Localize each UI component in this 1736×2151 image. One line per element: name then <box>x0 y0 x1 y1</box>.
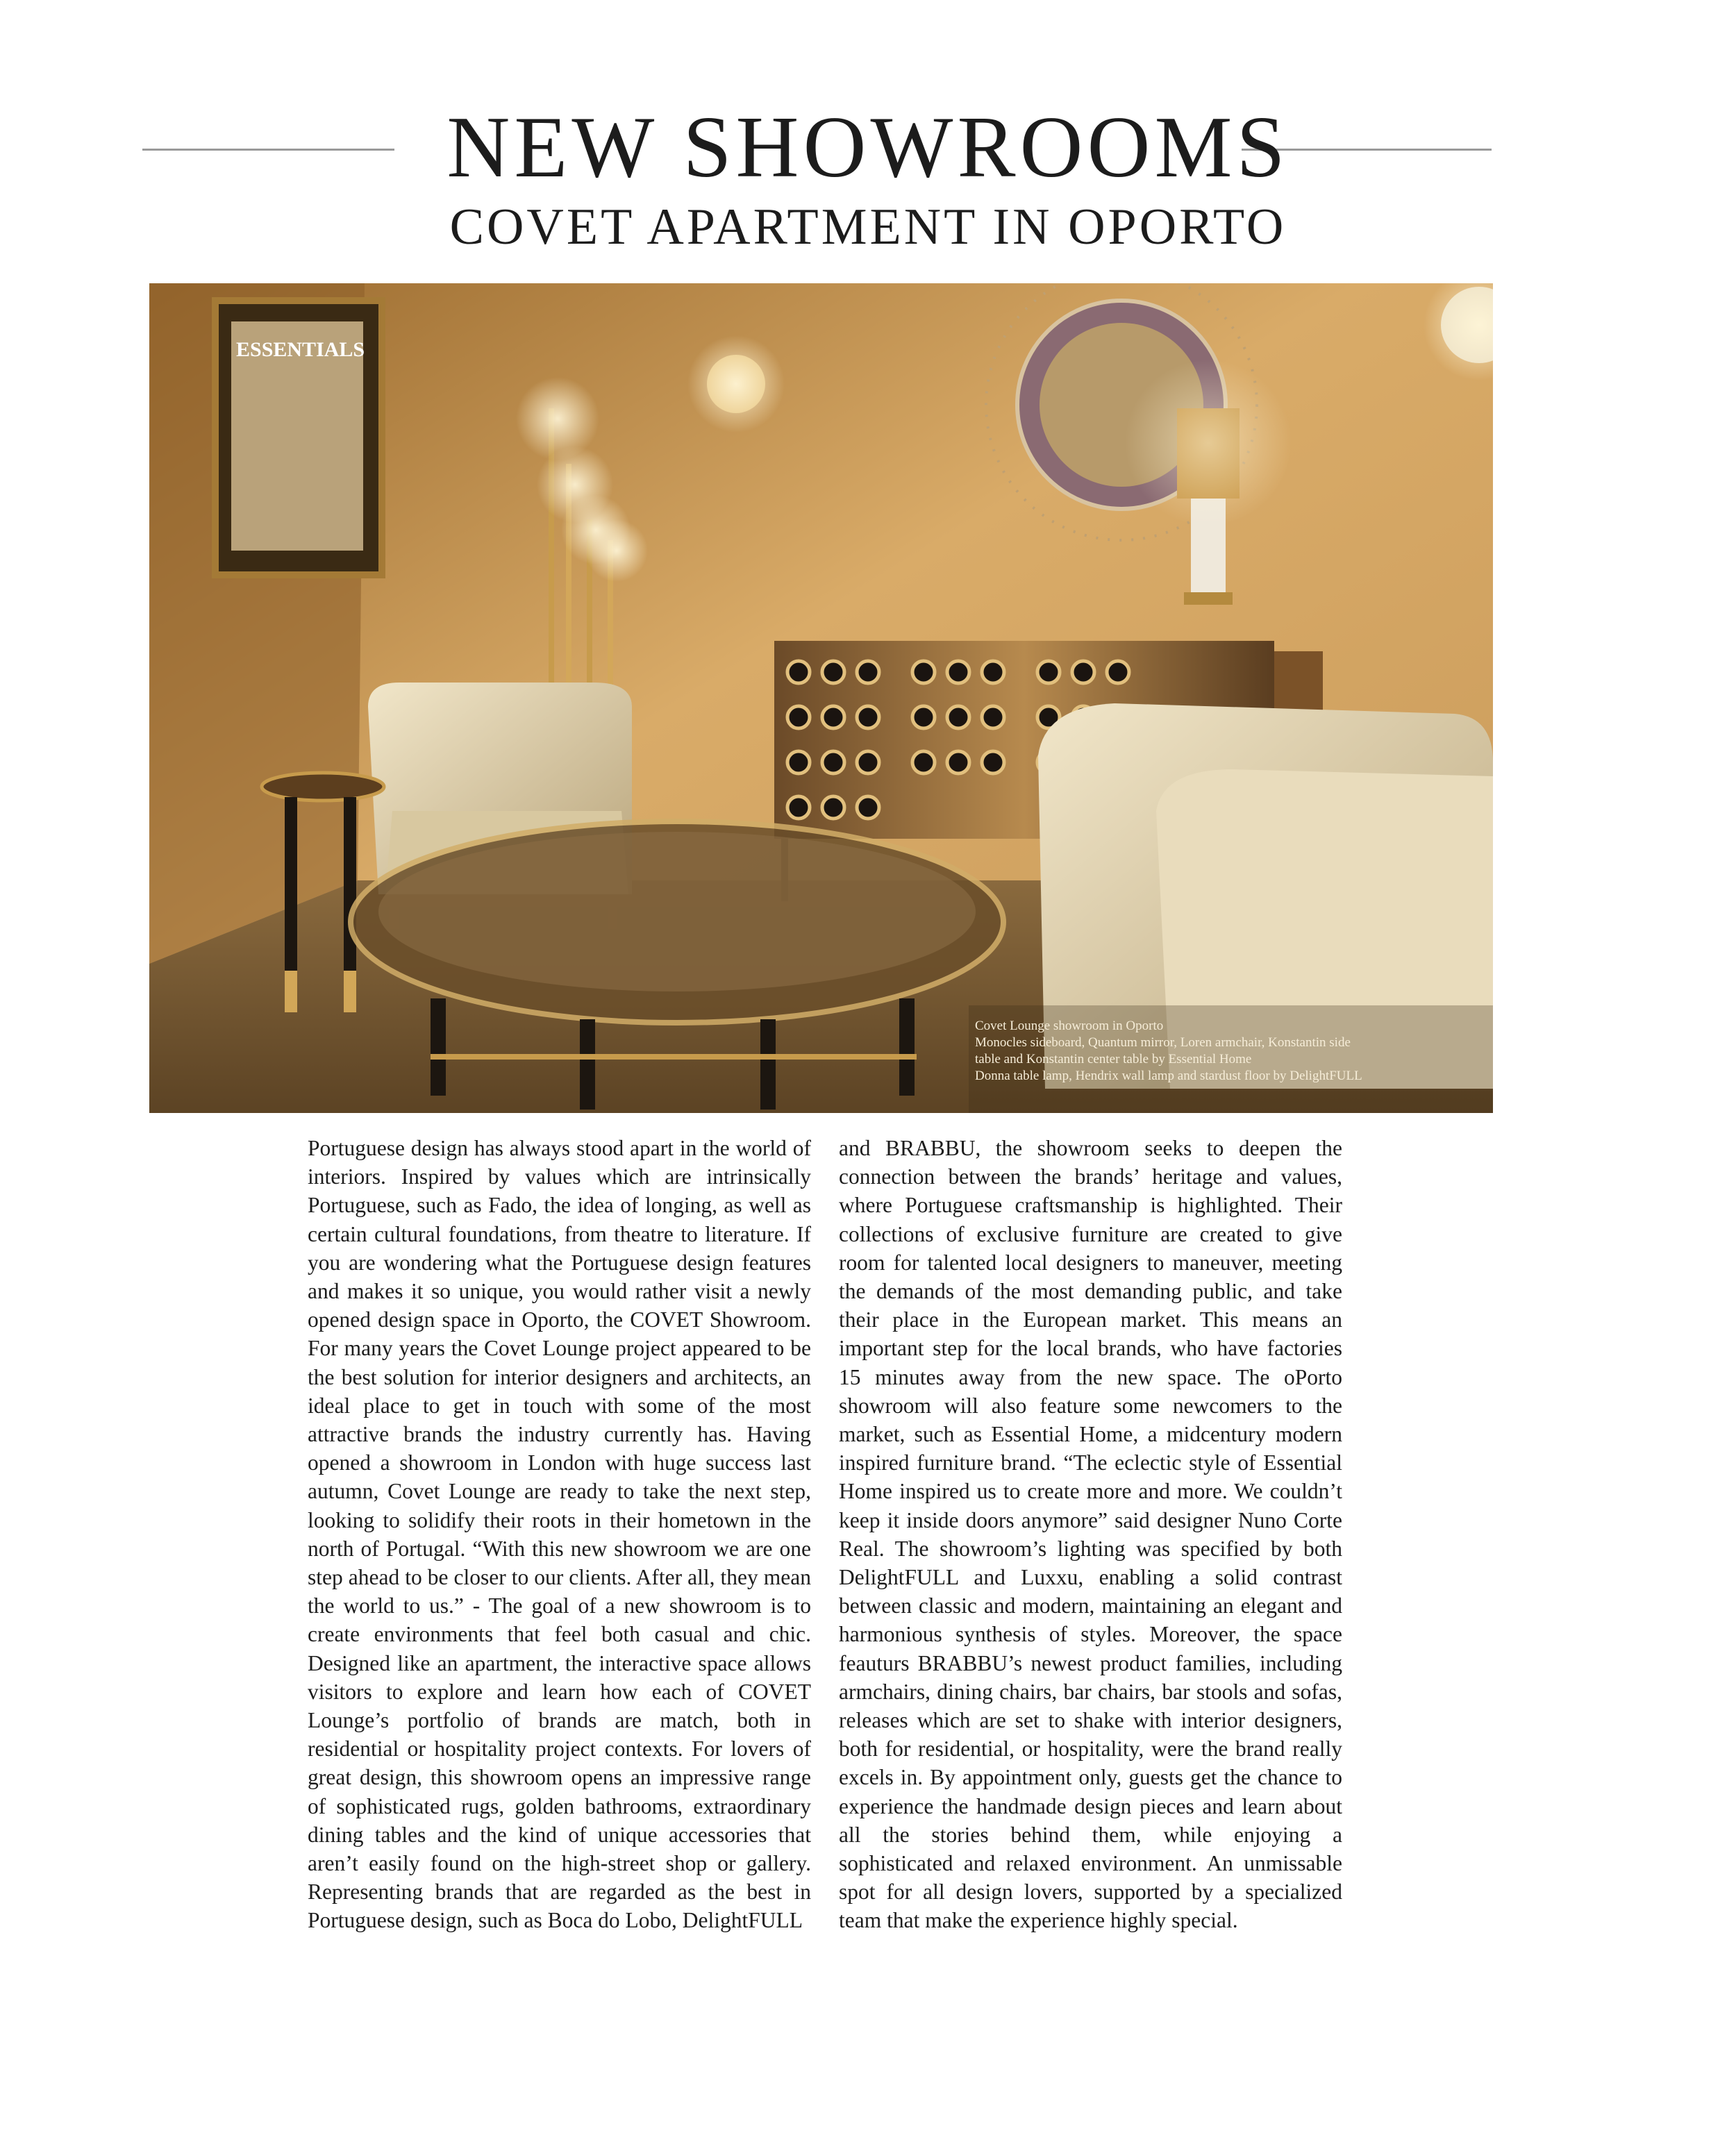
magazine-cover-text: ESSENTIALS <box>236 338 365 361</box>
showroom-photo <box>149 283 1493 1113</box>
article-text: Portuguese design has always stood apart in the world of interiors. Inspired by values which are intrinsically Portuguese, such as Fado, the idea of longing, as well as certain cultural foundations, from theatre to literature. If you are wondering what the Portuguese design features and makes it so unique, you would rather visit a newly opened design space in Oporto, the COVET Showroom. For many years the Covet Lounge project appeared to be the best solution for interior designers and architects, an ideal place to get in touch with some of the most attractive brands the industry currently has. Having opened a showroom in London with huge success last autumn, Covet Lounge are ready to take the next step, looking to solidify their roots in their hometown in the north of Portugal. “With this new showroom we are one step ahead to be closer to our clients. After all, they mean the world to us.” - The goal of a new showroom is to create environments that feel both casual and chic. Designed like an apartment, the interactive space allows visitors to explore and learn how each of COVET Lounge’s portfolio of brands are match, both in residential or hospitality project contexts. For lovers of great design, this showroom opens an impressive range of sophisticated rugs, golden bathrooms, extraordinary dining tables and the kind of unique accessories that aren’t easily found on the high-street shop or gallery. Representing brands that are regarded as the best in Portuguese design, such as Boca do Lobo, DelightFULL <box>308 1136 811 1933</box>
page-title: NEW SHOWROOMS <box>446 99 1290 196</box>
article-column-2 <box>839 1134 1342 1935</box>
page-subtitle: COVET APARTMENT IN OPORTO <box>449 199 1287 256</box>
caption-line: Monocles sideboard, Quantum mirror, Loren armchair, Konstantin side <box>975 1035 1351 1050</box>
photo-caption <box>975 1018 1482 1085</box>
caption-line: Covet Lounge showroom in Oporto <box>975 1019 1164 1033</box>
article-column-1 <box>308 1134 811 1935</box>
article-text: and BRABBU, the showroom seeks to deepen the connection between the brands’ heritage and values, where Portuguese craftsmanship is highlighted. Their collections of exclusive furniture are created to give room for talented local designers to maneuver, meeting the demands of the most demanding public, and take their place in the European market. This means an important step for the local brands, who have factories 15 minutes away from the new space. The oPorto showroom will also feature some newcomers to the market, such as Essential Home, a midcentury modern inspired furniture brand. “The eclectic style of Essential Home inspired us to create more and more. We couldn’t keep it inside doors anymore” said designer Nuno Corte Real. The showroom’s lighting was specified by both DelightFULL and Luxxu, enabling a solid contrast between classic and modern, maintaining an elegant and harmonious synthesis of styles. Moreover, the space feauturs BRABBU’s newest product families, including armchairs, dining chairs, bar chairs, bar stools and sofas, releases which are set to shake with interior designers, both for residential, or hospitality, were the brand really excels in. By appointment only, guests get the chance to experience the handmade design pieces and learn about all the stories behind them, while enjoying a sophisticated and relaxed environment. An unmissable spot for all design lovers, supported by a specialized team that make the experience highly special. <box>839 1136 1342 1933</box>
caption-line: table and Konstantin center table by Essential Home <box>975 1052 1252 1066</box>
caption-line: Donna table lamp, Hendrix wall lamp and stardust floor by DelightFULL <box>975 1069 1362 1083</box>
